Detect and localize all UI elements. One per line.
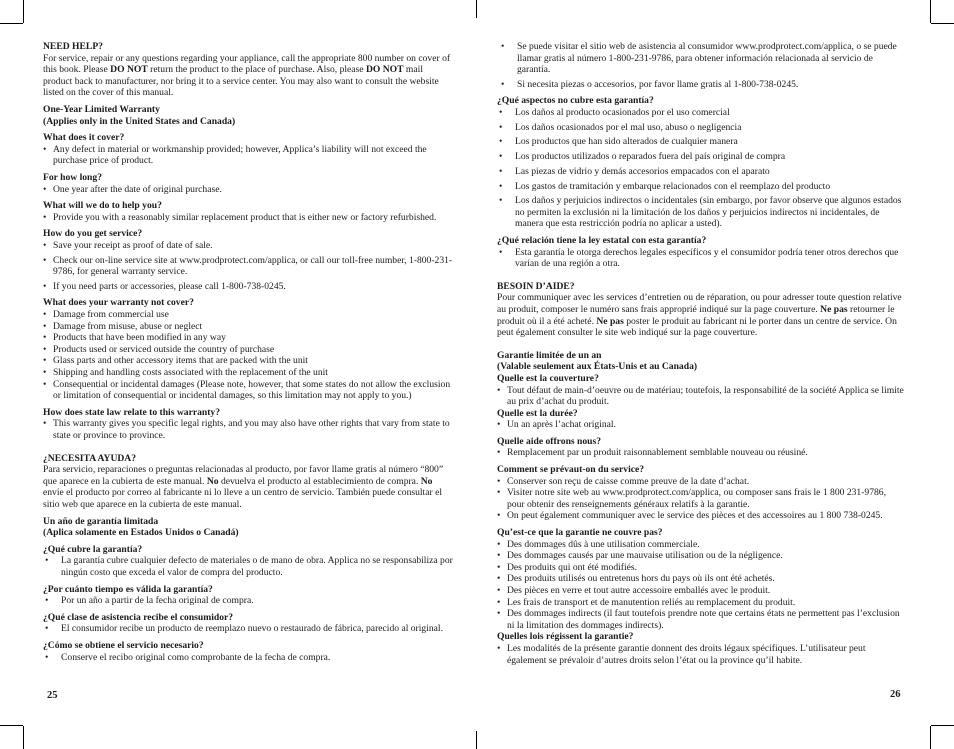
list-item: • Por un año a partir de la fecha original de compra. — [43, 595, 453, 607]
fold-mark — [476, 0, 477, 18]
list-item: • Los daños al producto ocasionados por el uso comercial — [497, 107, 905, 119]
list-item: • Los daños ocasionados por el mal uso, abuso o negligencia — [497, 122, 905, 134]
answer-list — [497, 419, 905, 431]
list-item: • Provide you with a reasonably similar replacement product that is either new or factory refurbished. — [43, 212, 453, 224]
list-item: • Los productos que han sido alterados de cualquier manera — [497, 136, 905, 148]
answer-list — [43, 555, 453, 578]
question-heading: What will we do to help you? — [43, 200, 162, 212]
crop-mark — [0, 725, 23, 726]
crop-mark — [23, 726, 24, 749]
warranty-subtitle: (Applies only in the United States and Canada) — [43, 115, 236, 127]
answer-list — [497, 447, 905, 459]
list-item: • Esta garantía le otorga derechos legales específicos y el consumidor podría tener otros derechos que varían de una región a otra. — [497, 247, 905, 270]
list-item: • If you need parts or accessories, please call 1-800-738-0245. — [43, 281, 453, 293]
answer-list — [43, 623, 453, 635]
answer-list — [43, 595, 453, 607]
list-item: • Las piezas de vidrio y demás accesorios empacados con el aparato — [497, 166, 905, 178]
answer-list — [497, 539, 905, 632]
list-item: • Tout défaut de main-d’oeuvre ou de matériau; toutefois, la responsabilité de la société Applica se limite au prix d’achat du produit. — [497, 385, 905, 408]
list-item: • Des dommages causés par une mauvaise utilisation ou de la négligence. — [497, 550, 905, 562]
crop-mark — [23, 0, 24, 23]
crop-mark — [0, 23, 23, 24]
page-number-right: 26 — [890, 689, 901, 700]
list-item: • Conserver son reçu de caisse comme preuve de la date d’achat. — [497, 476, 905, 488]
answer-list — [497, 643, 905, 666]
es-help-heading: ¿NECESITA AYUDA? — [43, 452, 137, 464]
question-heading: ¿Por cuánto tiempo es válida la garantía? — [43, 583, 213, 595]
list-item: • Shipping and handling costs associated with the replacement of the unit — [43, 367, 453, 379]
es-help-paragraph: Para servicio, reparaciones o preguntas relacionadas al producto, por favor llame gratis al número “800” que aparece en la cubierta de este manual. No devuelva el producto al establecimiento de compra. No envíe el producto por correo al fabricante ni lo lleve a un centro de servicio. También puede consultar el sitio web que aparece en la cubierta de este manual. — [43, 464, 444, 510]
list-item: • Products used or serviced outside the country of purchase — [43, 344, 453, 356]
list-item: • Des dommages indirects (il faut toutefois prendre note que certains états ne permettent pas l’exclusion ni la limitation des dommages indirects). — [497, 608, 905, 631]
question-heading: Comment se prévaut-on du service? — [497, 464, 645, 476]
fold-mark — [476, 731, 477, 749]
answer-list — [499, 41, 905, 90]
page-number-left: 25 — [47, 690, 58, 701]
answer-list — [43, 652, 453, 664]
answer-list — [43, 309, 453, 402]
answer-list — [497, 247, 905, 270]
list-item: • Any defect in material or workmanship provided; however, Applica’s liability will not exceed the purchase price of product. — [43, 144, 453, 167]
fr-help-paragraph: Pour communiquer avec les services d’entretien ou de réparation, ou pour adresser toute question relative au produit, composer le numéro sans frais approprié indiqué sur la page couverture. Ne pas retourner le produit où il a été acheté. Ne pas poster le produit au fabricant ni le porter dans un centre de service. On peut également consulter le site web indiqué sur la page couverture. — [497, 292, 902, 339]
crop-mark — [931, 23, 954, 24]
crop-mark — [931, 725, 954, 726]
question-heading: How does state law relate to this warranty? — [43, 406, 221, 418]
answer-list — [497, 476, 905, 522]
es-warranty-title: Un año de garantía limitada — [43, 515, 159, 527]
list-item: • Los gastos de tramitación y embarque relacionados con el reemplazo del producto — [497, 181, 905, 193]
question-heading: Quelles lois régissent la garantie? — [497, 631, 634, 643]
list-item: • Des pièces en verre et tout autre accessoire emballés avec le produit. — [497, 585, 905, 597]
question-heading: Quelle aide offrons nous? — [497, 435, 602, 447]
answer-list — [43, 144, 453, 167]
crop-mark — [930, 0, 931, 23]
list-item: • Products that have been modified in any way — [43, 332, 453, 344]
question-heading: ¿Qué aspectos no cubre esta garantía? — [497, 95, 654, 107]
list-item: • El consumidor recibe un producto de reemplazo nuevo o restaurado de fábrica, parecido al original. — [43, 623, 453, 635]
left-page-column — [43, 41, 453, 663]
list-item: • Damage from commercial use — [43, 309, 453, 321]
crop-mark — [930, 726, 931, 749]
question-heading: How do you get service? — [43, 228, 143, 240]
question-heading: Quelle est la durée? — [497, 407, 578, 419]
list-item: • Un an après l’achat original. — [497, 419, 905, 431]
answer-list — [497, 107, 905, 230]
question-heading: What does it cover? — [43, 132, 125, 144]
list-item: • Si necesita piezas o accesorios, por favor llame gratis al 1-800-738-0245. — [499, 79, 905, 91]
list-item: • Se puede visitar el sitio web de asistencia al consumidor www.prodprotect.com/applica, o se puede llamar gratis al número 1-800-231-9786, para obtener información relacionada al servicio de garantía. — [499, 41, 905, 76]
fr-warranty-title: Garantie limitée de un an — [497, 349, 602, 361]
question-heading: For how long? — [43, 171, 102, 183]
list-item: • Les frais de transport et de manutention reliés au remplacement du produit. — [497, 597, 905, 609]
answer-list — [43, 212, 453, 224]
es-warranty-subtitle: (Aplica solamente en Estados Unidos o Canadá) — [43, 527, 239, 539]
list-item: • One year after the date of original purchase. — [43, 184, 453, 196]
need-help-paragraph: For service, repair or any questions regarding your appliance, call the appropriate 800 number on cover of this book. Please DO NOT return the product to the place of purchase. Also, please DO NOT mail product back to manufacturer, nor bring it to a service center. You may also want to consult the website listed on the cover of this manual. — [43, 52, 451, 99]
list-item: • Des produits utilisés ou entretenus hors du pays où ils ont été achetés. — [497, 573, 905, 585]
list-item: • Les modalités de la présente garantie donnent des droits légaux spécifiques. L’utilisateur peut également se prévaloir d’autres droits selon l’état ou la province qu’il habite. — [497, 643, 905, 666]
list-item: • La garantía cubre cualquier defecto de materiales o de mano de obra. Applica no se responsabiliza por ningún costo que exceda el valor de compra del producto. — [43, 555, 453, 578]
list-item: • Damage from misuse, abuse or neglect — [43, 321, 453, 333]
list-item: • Des dommages dûs à une utilisation commerciale. — [497, 539, 905, 551]
list-item: • Consequential or incidental damages (Please note, however, that some states do not allow the exclusion or limitation of consequential or incidental damages, so this limitation may not apply to you.) — [43, 379, 453, 402]
list-item: • Glass parts and other accessory items that are packed with the unit — [43, 355, 453, 367]
list-item: • Los daños y perjuicios indirectos o incidentales (sin embargo, por favor observe que algunos estados no permiten la exclusión ni la limitación de los daños y perjuicios indirectos ni incidentales, de manera que esta restricción podría no aplicar a usted). — [497, 195, 905, 230]
answer-list — [43, 240, 453, 293]
answer-list — [43, 418, 453, 441]
question-heading: ¿Qué clase de asistencia recibe el consumidor? — [43, 611, 234, 623]
list-item: • Des produits qui ont été modifiés. — [497, 562, 905, 574]
list-item: • Remplacement par un produit raisonnablement semblable nouveau ou réusiné. — [497, 447, 905, 459]
list-item: • On peut également communiquer avec le service des pièces et des accessoires au 1 800 738-0245. — [497, 510, 905, 522]
list-item: • Check our on-line service site at www.prodprotect.com/applica, or call our toll-free number, 1-800-231-9786, for general warranty service. — [43, 255, 453, 278]
list-item: • This warranty gives you specific legal rights, and you may also have other rights that vary from state to state or province to province. — [43, 418, 453, 441]
list-item: • Conserve el recibo original como comprobante de la fecha de compra. — [43, 652, 453, 664]
fr-warranty-subtitle: (Valable seulement aux États-Unis et au Canada) — [497, 361, 698, 373]
answer-list — [43, 184, 453, 196]
question-heading: Quelle est la couverture? — [497, 372, 599, 384]
list-item: • Los productos utilizados o reparados fuera del país original de compra — [497, 151, 905, 163]
question-heading: ¿Qué relación tiene la ley estatal con esta garantía? — [497, 234, 707, 246]
need-help-heading: NEED HELP? — [43, 41, 103, 52]
list-item: • Visiter notre site web au www.prodprotect.com/applica, ou composer sans frais le 1 800 231-9786, pour obtenir des renseignements généraux relatifs à la garantie. — [497, 487, 905, 510]
question-heading: Qu’est-ce que la garantie ne couvre pas? — [497, 527, 663, 539]
question-heading: ¿Qué cubre la garantía? — [43, 543, 143, 555]
warranty-title: One-Year Limited Warranty — [43, 103, 160, 115]
question-heading: What does your warranty not cover? — [43, 297, 194, 309]
answer-list — [497, 385, 905, 408]
list-item: • Save your receipt as proof of date of sale. — [43, 240, 453, 252]
right-page-column — [497, 41, 905, 666]
fr-help-heading: BESOIN D’AIDE? — [497, 280, 575, 292]
question-heading: ¿Cómo se obtiene el servicio necesario? — [43, 639, 204, 651]
